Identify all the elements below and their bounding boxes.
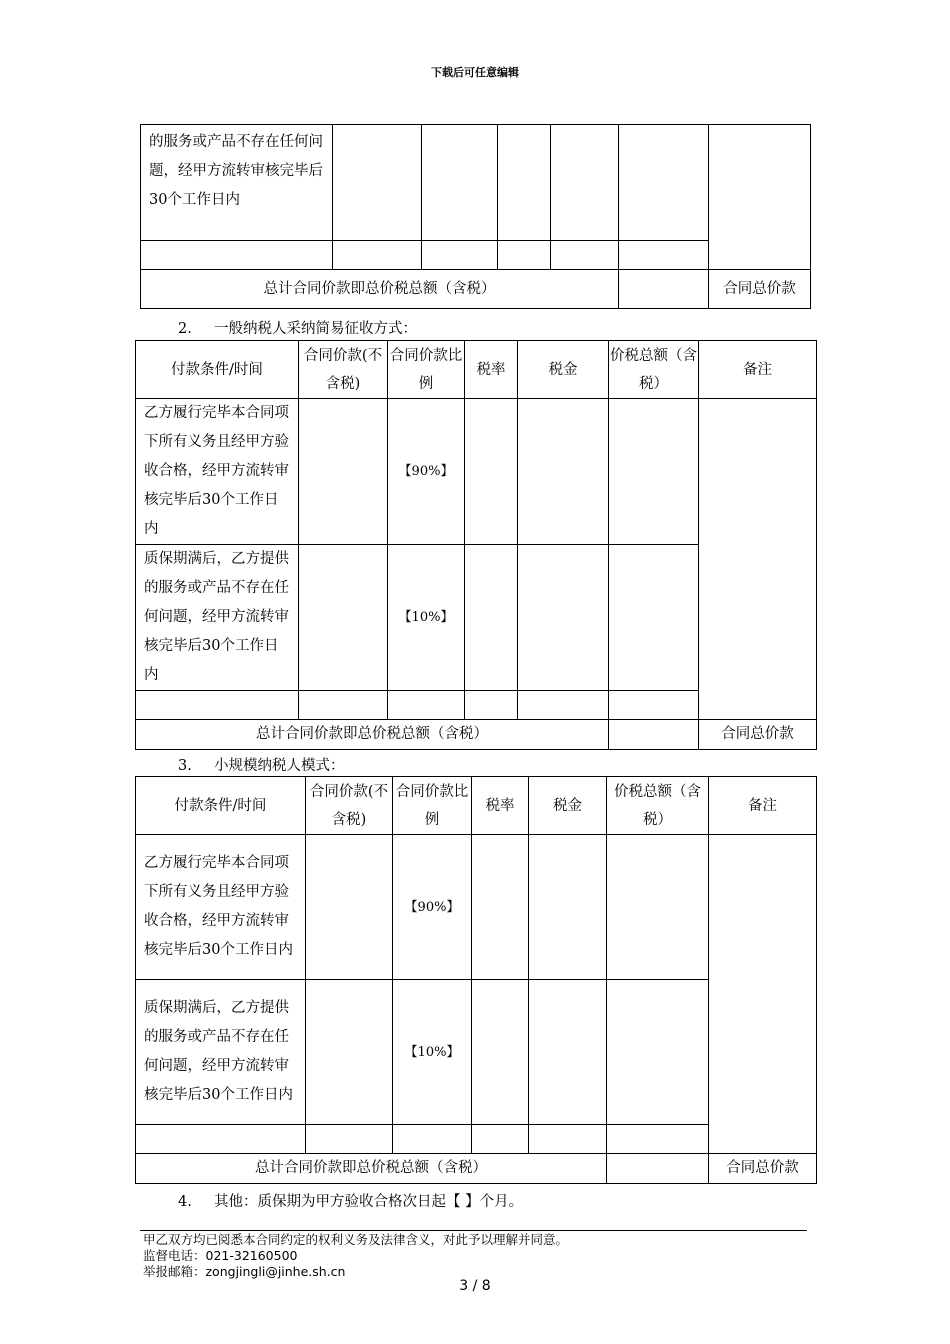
header-condition: 付款条件/时间	[136, 777, 306, 835]
empty-cell	[141, 241, 333, 270]
ratio-cell: 【90%】	[388, 399, 465, 545]
section-number: 2.	[178, 321, 192, 337]
header-tax-amount: 税金	[518, 341, 609, 399]
tax-amount-cell	[518, 399, 609, 545]
payment-table-2	[135, 340, 817, 750]
payment-table-1	[140, 124, 811, 309]
empty-cell	[306, 1125, 393, 1154]
section-title-text: 小规模纳税人模式：	[214, 758, 345, 774]
empty-cell	[333, 241, 422, 270]
header-tax-rate: 税率	[472, 777, 529, 835]
total-label: 总计合同价款即总价税总额（含税）	[136, 720, 609, 750]
empty-cell	[609, 691, 699, 720]
ratio-cell: 【10%】	[393, 980, 472, 1125]
tax-amount-cell	[551, 125, 619, 241]
payment-table-3	[135, 776, 817, 1184]
header-tax-rate: 税率	[465, 341, 518, 399]
price-cell	[306, 835, 393, 980]
total-cell	[607, 980, 709, 1125]
footer-divider	[140, 1230, 807, 1231]
empty-cell	[422, 241, 498, 270]
empty-cell	[136, 1125, 306, 1154]
empty-cell	[529, 1125, 607, 1154]
price-cell	[299, 545, 388, 691]
price-cell	[333, 125, 422, 241]
table-row	[136, 835, 817, 980]
total-price-label: 合同总价款	[709, 270, 811, 309]
empty-cell	[136, 691, 299, 720]
total-cell	[619, 125, 709, 241]
header-note: 下载后可任意编辑	[431, 66, 519, 79]
total-price-label: 合同总价款	[699, 720, 817, 750]
price-cell	[306, 980, 393, 1125]
tax-rate-cell	[465, 399, 518, 545]
total-cell	[609, 399, 699, 545]
section-number: 4.	[178, 1194, 192, 1210]
empty-cell	[393, 1125, 472, 1154]
tax-amount-cell	[529, 980, 607, 1125]
empty-cell	[498, 241, 551, 270]
empty-cell	[299, 691, 388, 720]
header-price-ratio: 合同价款比例	[393, 777, 472, 835]
tax-rate-cell	[472, 980, 529, 1125]
page-number: 3 / 8	[459, 1278, 491, 1294]
empty-cell	[607, 1125, 709, 1154]
header-condition: 付款条件/时间	[136, 341, 299, 399]
footer-phone: 监督电话：021-32160500	[143, 1248, 298, 1263]
tax-rate-cell	[465, 545, 518, 691]
total-cell	[609, 545, 699, 691]
total-value-cell	[609, 720, 699, 750]
section-number: 3.	[178, 758, 192, 774]
total-cell	[607, 835, 709, 980]
ratio-cell	[422, 125, 498, 241]
table-row	[136, 399, 817, 545]
footer-notice: 甲乙双方均已阅悉本合同约定的权利义务及法律含义，对此予以理解并同意。	[143, 1232, 569, 1247]
condition-cell: 质保期满后，乙方提供的服务或产品不存在任何问题，经甲方流转审核完毕后30个工作日内	[136, 545, 299, 691]
header-price-excl-tax: 合同价款(不含税)	[306, 777, 393, 835]
header-price-ratio: 合同价款比例	[388, 341, 465, 399]
total-value-cell	[619, 270, 709, 309]
header-total-incl-tax: 价税总额（含税）	[609, 341, 699, 399]
remarks-cell	[699, 399, 817, 720]
section-title-text: 一般纳税人采纳简易征收方式：	[214, 321, 417, 337]
empty-cell	[619, 241, 709, 270]
header-price-excl-tax: 合同价款(不含税)	[299, 341, 388, 399]
remarks-cell	[709, 125, 811, 270]
condition-cell: 乙方履行完毕本合同项下所有义务且经甲方验收合格，经甲方流转审核完毕后30个工作日内	[136, 835, 306, 980]
price-cell	[299, 399, 388, 545]
total-value-cell	[607, 1154, 709, 1184]
footer-email: 举报邮箱：zongjingli@jinhe.sh.cn	[143, 1264, 346, 1279]
section-3-title	[178, 754, 345, 775]
ratio-cell: 【90%】	[393, 835, 472, 980]
header-remarks: 备注	[699, 341, 817, 399]
header-tax-amount: 税金	[529, 777, 607, 835]
tax-rate-cell	[498, 125, 551, 241]
section-4-text	[178, 1190, 523, 1211]
section-body-text: 其他：质保期为甲方验收合格次日起【 】个月。	[214, 1194, 524, 1210]
header-total-incl-tax: 价税总额（含税）	[607, 777, 709, 835]
header-remarks: 备注	[709, 777, 817, 835]
condition-cell: 质保期满后，乙方提供的服务或产品不存在任何问题，经甲方流转审核完毕后30个工作日内	[136, 980, 306, 1125]
empty-cell	[518, 691, 609, 720]
condition-cell: 乙方履行完毕本合同项下所有义务且经甲方验收合格，经甲方流转审核完毕后30个工作日内	[136, 399, 299, 545]
total-price-label: 合同总价款	[709, 1154, 817, 1184]
tax-rate-cell	[472, 835, 529, 980]
section-2-title	[178, 317, 417, 338]
tax-amount-cell	[518, 545, 609, 691]
tax-amount-cell	[529, 835, 607, 980]
condition-cell: 的服务或产品不存在任何问题，经甲方流转审核完毕后30个工作日内	[141, 125, 333, 241]
total-label: 总计合同价款即总价税总额（含税）	[141, 270, 619, 309]
empty-cell	[472, 1125, 529, 1154]
remarks-cell	[709, 835, 817, 1154]
ratio-cell: 【10%】	[388, 545, 465, 691]
total-label: 总计合同价款即总价税总额（含税）	[136, 1154, 607, 1184]
empty-cell	[388, 691, 465, 720]
empty-cell	[551, 241, 619, 270]
empty-cell	[465, 691, 518, 720]
